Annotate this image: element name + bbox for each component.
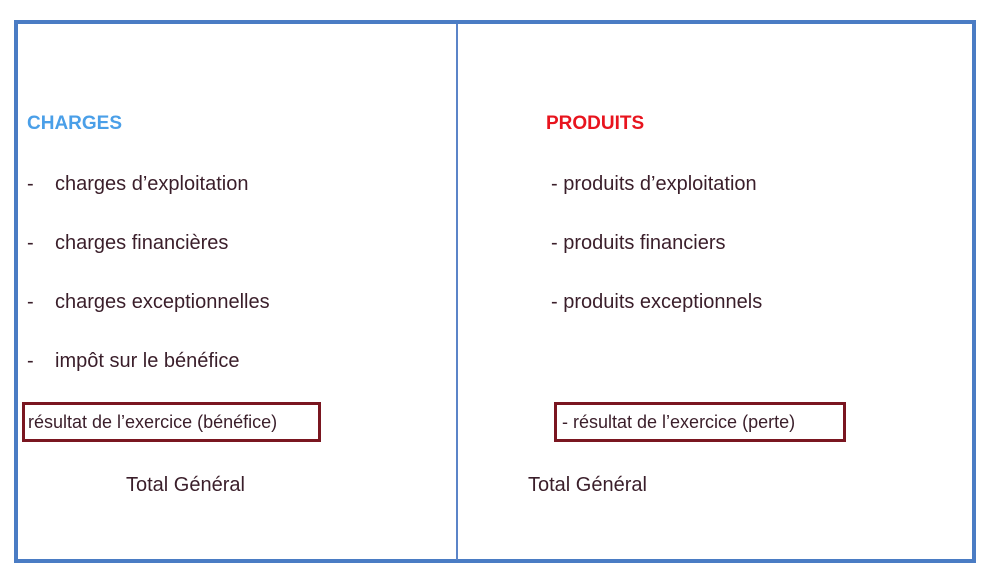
charges-item-dash: -: [27, 173, 34, 195]
charges-item-exploitation: [27, 171, 248, 197]
produits-item-exploitation: - produits d’exploitation: [551, 173, 757, 195]
produits-heading: PRODUITS: [546, 113, 645, 134]
charges-item-financieres: [27, 230, 228, 256]
charges-item-dash: -: [27, 232, 34, 254]
charges-item-dash: -: [27, 350, 34, 372]
produits-item-exceptionnels: - produits exceptionnels: [551, 291, 763, 313]
charges-heading: CHARGES: [27, 113, 123, 134]
produits-item-financiers: - produits financiers: [551, 232, 726, 254]
charges-item-impot: [27, 348, 240, 374]
charges-item-label: charges exceptionnelles: [55, 291, 270, 313]
charges-item-label: charges d’exploitation: [55, 173, 249, 195]
charges-result-box: [22, 402, 321, 442]
column-divider: [456, 24, 458, 560]
charges-total-label: Total Général: [126, 474, 245, 496]
charges-item-dash: -: [27, 291, 34, 313]
produits-total-label: Total Général: [528, 474, 647, 496]
produits-result-label: - résultat de l’exercice (perte): [562, 412, 796, 432]
charges-item-exceptionnelles: [27, 289, 270, 315]
charges-item-label: impôt sur le bénéfice: [55, 350, 240, 372]
charges-item-label: charges financières: [55, 232, 229, 254]
produits-result-box: [554, 402, 846, 442]
charges-result-label: résultat de l’exercice (bénéfice): [28, 412, 278, 432]
